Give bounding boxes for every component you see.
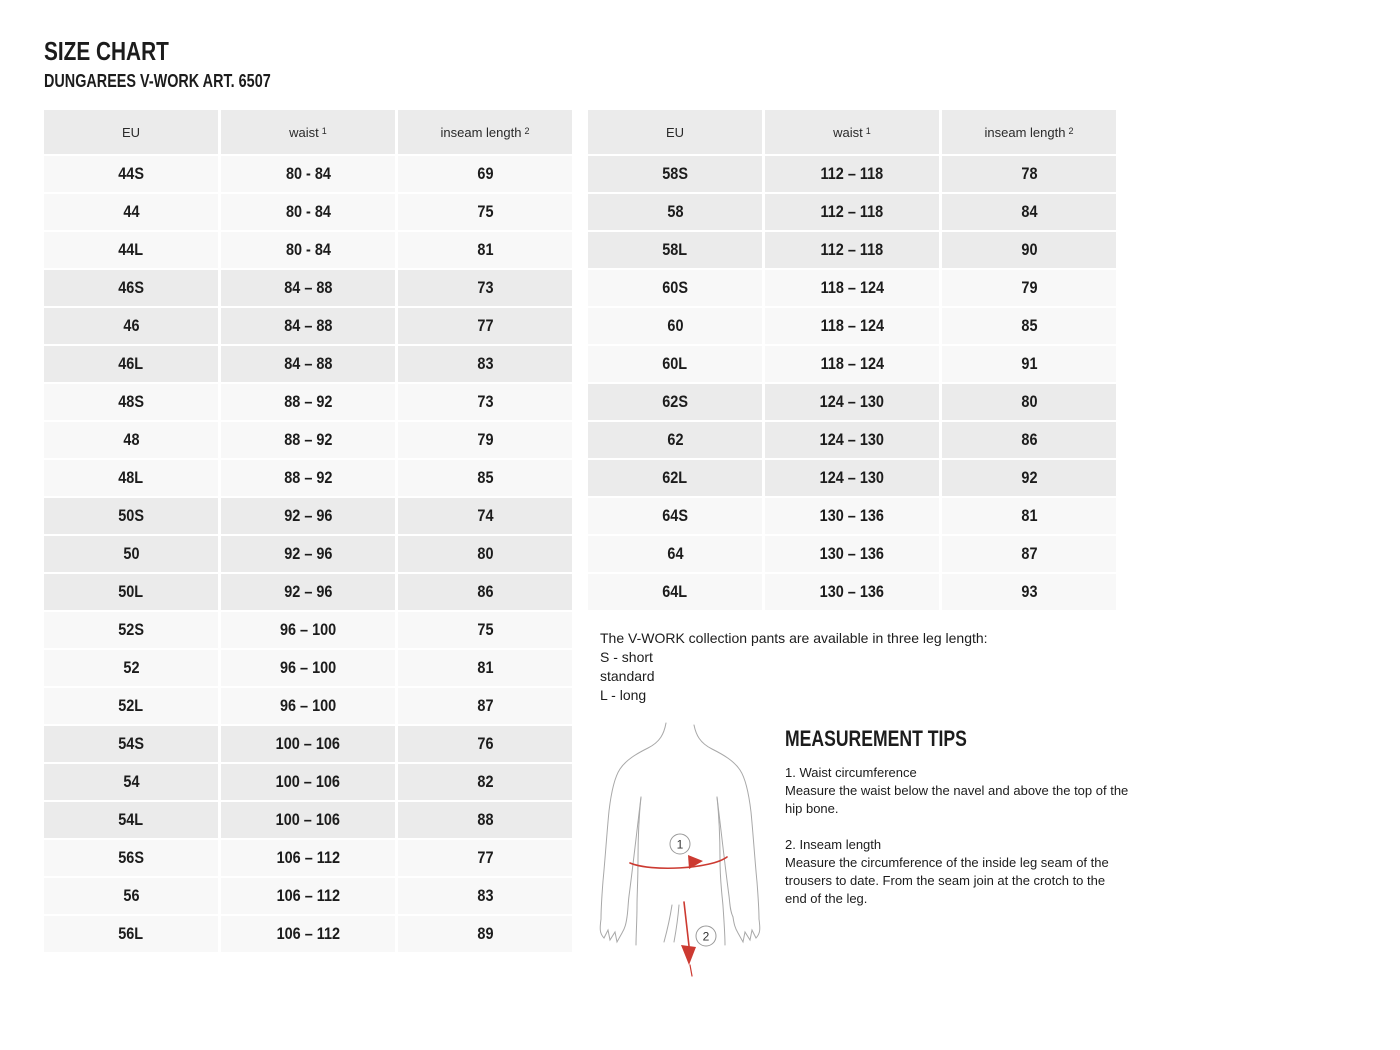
waist-value: 130 – 136 <box>819 506 885 525</box>
inseam-cell <box>942 194 1116 230</box>
waist-value: 96 – 100 <box>279 696 337 715</box>
eu-cell <box>44 802 218 838</box>
page-title: SIZE CHART <box>44 36 169 66</box>
eu-cell <box>44 840 218 876</box>
eu-value: 62 <box>666 430 684 449</box>
inseam-cell <box>942 346 1116 382</box>
eu-value: 64L <box>662 582 688 601</box>
waist-value: 100 – 106 <box>275 810 341 829</box>
inseam-value: 77 <box>476 848 494 867</box>
eu-cell <box>44 650 218 686</box>
inseam-cell <box>398 232 572 268</box>
inseam-value: 89 <box>476 924 494 943</box>
inseam-value: 73 <box>476 392 494 411</box>
eu-value: 54 <box>122 772 140 791</box>
eu-value: 54L <box>118 810 144 829</box>
col-header-eu-label: EU <box>665 124 685 140</box>
waist-cell <box>765 232 939 268</box>
eu-value: 46L <box>118 354 144 373</box>
waist-cell <box>221 840 395 876</box>
col-header-waist-label: waist <box>833 124 863 140</box>
inseam-cell <box>942 156 1116 192</box>
eu-value: 60 <box>666 316 684 335</box>
eu-value: 50S <box>118 506 144 525</box>
eu-value: 48S <box>118 392 144 411</box>
eu-cell <box>588 194 762 230</box>
inseam-cell <box>398 688 572 724</box>
inseam-cell <box>398 802 572 838</box>
inseam-value: 77 <box>476 316 494 335</box>
leg-length-note <box>600 629 988 705</box>
inseam-cell <box>942 574 1116 610</box>
waist-cell <box>221 422 395 458</box>
waist-value: 88 – 92 <box>283 392 333 411</box>
waist-value: 130 – 136 <box>819 582 885 601</box>
inseam-measure-arrow <box>681 902 696 976</box>
waist-value: 124 – 130 <box>819 430 885 449</box>
eu-cell <box>588 460 762 496</box>
svg-text:2: 2 <box>702 929 710 944</box>
waist-cell <box>221 270 395 306</box>
eu-value: 46S <box>118 278 144 297</box>
inseam-marker-badge <box>696 926 716 946</box>
inseam-cell <box>398 764 572 800</box>
waist-value: 80 - 84 <box>285 164 331 183</box>
inseam-cell <box>942 270 1116 306</box>
inseam-value: 81 <box>476 240 494 259</box>
waist-cell <box>221 346 395 382</box>
eu-cell <box>44 194 218 230</box>
inseam-cell <box>398 726 572 762</box>
eu-value: 60S <box>662 278 688 297</box>
eu-cell <box>44 270 218 306</box>
tip2-body: Measure the circumference of the inside leg seam of the trousers to date. From the seam join at the crotch to the end of the leg. <box>785 855 1109 906</box>
waist-value: 130 – 136 <box>819 544 885 563</box>
eu-cell <box>44 878 218 914</box>
waist-cell <box>221 726 395 762</box>
waist-cell <box>221 308 395 344</box>
eu-value: 56L <box>118 924 144 943</box>
eu-cell <box>588 346 762 382</box>
inseam-value: 92 <box>1020 468 1038 487</box>
inseam-cell <box>942 422 1116 458</box>
waist-value: 84 – 88 <box>283 278 333 297</box>
inseam-value: 78 <box>1020 164 1038 183</box>
tip1-body: Measure the waist below the navel and above the top of the hip bone. <box>785 783 1129 816</box>
inseam-value: 87 <box>1020 544 1038 563</box>
waist-cell <box>765 460 939 496</box>
inseam-footnote-ref: 2 <box>1068 126 1074 136</box>
waist-value: 92 – 96 <box>283 544 333 563</box>
waist-footnote-ref: 1 <box>865 126 871 136</box>
measurement-tips-heading: MEASUREMENT TIPS <box>785 726 967 751</box>
tip2-title: 2. Inseam length <box>785 837 882 852</box>
waist-cell <box>765 536 939 572</box>
waist-cell <box>221 650 395 686</box>
eu-cell <box>588 574 762 610</box>
inseam-value: 88 <box>476 810 494 829</box>
inseam-value: 83 <box>476 354 494 373</box>
inseam-value: 91 <box>1020 354 1038 373</box>
waist-cell <box>221 194 395 230</box>
waist-value: 92 – 96 <box>283 582 333 601</box>
eu-value: 48L <box>118 468 144 487</box>
inseam-cell <box>398 840 572 876</box>
leg-length-long: L - long <box>600 687 647 703</box>
waist-value: 100 – 106 <box>275 772 341 791</box>
title-block <box>44 36 327 92</box>
waist-cell <box>765 270 939 306</box>
waist-cell <box>221 688 395 724</box>
inseam-value: 79 <box>1020 278 1038 297</box>
measurement-tips <box>785 726 1130 908</box>
inseam-cell <box>398 916 572 952</box>
eu-cell <box>44 346 218 382</box>
waist-cell <box>765 156 939 192</box>
waist-value: 106 – 112 <box>276 924 340 943</box>
eu-value: 48 <box>122 430 140 449</box>
svg-text:1: 1 <box>676 837 684 852</box>
col-header-waist <box>765 110 939 154</box>
waist-cell <box>765 422 939 458</box>
eu-cell <box>44 384 218 420</box>
leg-length-standard: standard <box>600 668 655 684</box>
col-header-inseam-label: inseam length <box>440 124 522 140</box>
inseam-cell <box>398 422 572 458</box>
inseam-cell <box>398 194 572 230</box>
eu-cell <box>44 232 218 268</box>
waist-value: 88 – 92 <box>283 468 333 487</box>
eu-value: 56S <box>118 848 144 867</box>
inseam-value: 86 <box>476 582 494 601</box>
waist-cell <box>765 308 939 344</box>
col-header-inseam <box>942 110 1116 154</box>
eu-value: 52 <box>122 658 140 677</box>
inseam-cell <box>398 650 572 686</box>
eu-value: 60L <box>662 354 688 373</box>
waist-cell <box>221 916 395 952</box>
inseam-cell <box>398 612 572 648</box>
inseam-cell <box>398 384 572 420</box>
waist-value: 118 – 124 <box>820 316 884 335</box>
waist-value: 112 – 118 <box>820 240 884 259</box>
eu-value: 64S <box>662 506 688 525</box>
eu-cell <box>44 688 218 724</box>
inseam-cell <box>942 232 1116 268</box>
waist-value: 88 – 92 <box>283 430 333 449</box>
inseam-value: 83 <box>476 886 494 905</box>
waist-value: 84 – 88 <box>283 354 333 373</box>
waist-footnote-ref: 1 <box>321 126 327 136</box>
inseam-value: 73 <box>476 278 494 297</box>
eu-value: 44 <box>122 202 140 221</box>
eu-cell <box>44 422 218 458</box>
eu-value: 50 <box>122 544 140 563</box>
waist-value: 124 – 130 <box>819 468 885 487</box>
inseam-value: 74 <box>476 506 494 525</box>
eu-cell <box>44 726 218 762</box>
waist-value: 112 – 118 <box>820 202 884 221</box>
waist-value: 96 – 100 <box>279 658 337 677</box>
waist-value: 96 – 100 <box>279 620 337 639</box>
waist-cell <box>221 878 395 914</box>
inseam-value: 80 <box>1020 392 1038 411</box>
waist-value: 80 - 84 <box>285 240 331 259</box>
waist-value: 106 – 112 <box>276 886 340 905</box>
eu-cell <box>588 498 762 534</box>
waist-value: 100 – 106 <box>275 734 341 753</box>
inseam-cell <box>942 536 1116 572</box>
size-table-left <box>44 110 572 952</box>
eu-value: 58S <box>662 164 688 183</box>
eu-cell <box>588 270 762 306</box>
tip1-title: 1. Waist circumference <box>785 765 917 780</box>
inseam-value: 75 <box>476 202 494 221</box>
inseam-value: 75 <box>476 620 494 639</box>
eu-cell <box>588 536 762 572</box>
col-header-waist-label: waist <box>289 124 319 140</box>
waist-marker-badge <box>670 834 690 854</box>
page-subtitle: DUNGAREES V-WORK ART. 6507 <box>44 71 271 91</box>
eu-cell <box>588 308 762 344</box>
waist-cell <box>765 384 939 420</box>
eu-cell <box>44 612 218 648</box>
inseam-cell <box>398 346 572 382</box>
waist-cell <box>221 384 395 420</box>
waist-value: 92 – 96 <box>283 506 333 525</box>
inseam-cell <box>942 308 1116 344</box>
inseam-value: 85 <box>476 468 494 487</box>
inseam-value: 81 <box>1020 506 1038 525</box>
waist-value: 80 - 84 <box>285 202 331 221</box>
eu-value: 56 <box>122 886 140 905</box>
col-header-inseam-label: inseam length <box>984 124 1066 140</box>
eu-value: 62L <box>662 468 688 487</box>
eu-value: 52S <box>118 620 144 639</box>
waist-cell <box>221 574 395 610</box>
eu-value: 44S <box>118 164 144 183</box>
waist-value: 124 – 130 <box>819 392 885 411</box>
inseam-cell <box>398 460 572 496</box>
inseam-value: 79 <box>476 430 494 449</box>
inseam-cell <box>398 536 572 572</box>
waist-cell <box>221 536 395 572</box>
eu-cell <box>44 460 218 496</box>
inseam-value: 87 <box>476 696 494 715</box>
inseam-cell <box>398 498 572 534</box>
leg-length-intro: The V-WORK collection pants are available in three leg length: <box>600 630 988 646</box>
inseam-cell <box>398 878 572 914</box>
waist-cell <box>765 498 939 534</box>
waist-cell <box>765 574 939 610</box>
waist-cell <box>221 802 395 838</box>
inseam-value: 80 <box>476 544 494 563</box>
eu-value: 58L <box>662 240 688 259</box>
eu-cell <box>588 156 762 192</box>
eu-value: 64 <box>666 544 684 563</box>
col-header-eu-label: EU <box>121 124 141 140</box>
eu-value: 50L <box>118 582 144 601</box>
col-header-eu <box>588 110 762 154</box>
waist-cell <box>221 460 395 496</box>
inseam-value: 82 <box>476 772 494 791</box>
waist-cell <box>221 764 395 800</box>
inseam-cell <box>398 574 572 610</box>
size-table-right <box>588 110 1116 610</box>
leg-length-short: S - short <box>600 649 653 665</box>
body-measurement-figure <box>596 716 768 980</box>
eu-cell <box>44 156 218 192</box>
eu-cell <box>44 764 218 800</box>
waist-cell <box>221 232 395 268</box>
waist-value: 106 – 112 <box>276 848 340 867</box>
inseam-value: 90 <box>1020 240 1038 259</box>
inseam-cell <box>398 270 572 306</box>
eu-cell <box>44 536 218 572</box>
eu-cell <box>44 916 218 952</box>
waist-cell <box>765 194 939 230</box>
inseam-value: 81 <box>476 658 494 677</box>
inseam-value: 84 <box>1020 202 1038 221</box>
col-header-eu <box>44 110 218 154</box>
inseam-cell <box>942 460 1116 496</box>
eu-value: 52L <box>118 696 144 715</box>
waist-value: 118 – 124 <box>820 354 884 373</box>
inseam-value: 76 <box>476 734 494 753</box>
col-header-inseam <box>398 110 572 154</box>
eu-cell <box>588 422 762 458</box>
waist-cell <box>221 156 395 192</box>
waist-value: 84 – 88 <box>283 316 333 335</box>
col-header-waist <box>221 110 395 154</box>
inseam-cell <box>398 308 572 344</box>
eu-cell <box>588 232 762 268</box>
inseam-value: 86 <box>1020 430 1038 449</box>
eu-value: 58 <box>666 202 684 221</box>
eu-value: 46 <box>122 316 140 335</box>
inseam-cell <box>398 156 572 192</box>
eu-value: 54S <box>118 734 144 753</box>
waist-cell <box>221 612 395 648</box>
eu-cell <box>44 498 218 534</box>
eu-cell <box>44 574 218 610</box>
waist-measure-arrow <box>630 855 727 869</box>
eu-cell <box>588 384 762 420</box>
waist-cell <box>221 498 395 534</box>
eu-value: 44L <box>118 240 144 259</box>
waist-value: 118 – 124 <box>820 278 884 297</box>
inseam-value: 93 <box>1020 582 1038 601</box>
eu-value: 62S <box>662 392 688 411</box>
inseam-value: 69 <box>476 164 494 183</box>
inseam-cell <box>942 498 1116 534</box>
waist-cell <box>765 346 939 382</box>
inseam-value: 85 <box>1020 316 1038 335</box>
waist-value: 112 – 118 <box>820 164 884 183</box>
inseam-cell <box>942 384 1116 420</box>
eu-cell <box>44 308 218 344</box>
inseam-footnote-ref: 2 <box>524 126 530 136</box>
